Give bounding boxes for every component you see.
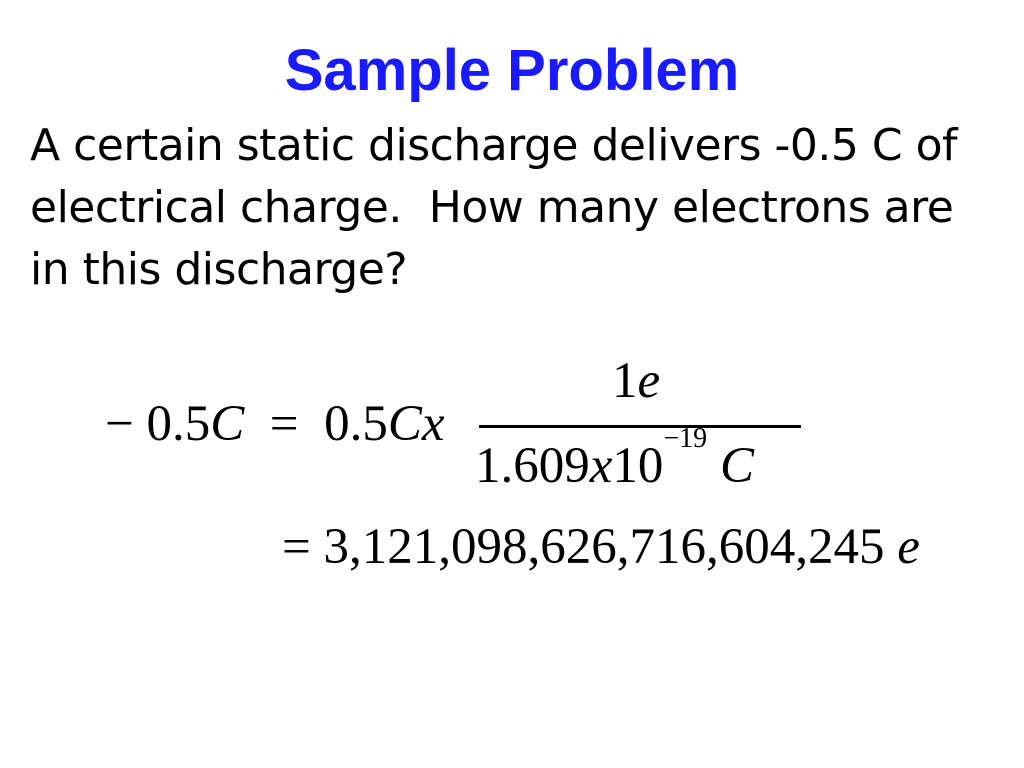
denominator-exponent: −19 [663,423,708,454]
fraction-numerator [612,352,660,410]
result-value: 3,121,098,626,716,604,245 [323,519,885,575]
fraction-denominator [475,423,754,495]
equals-sign: = [269,396,299,452]
numerator-value: 1 [612,353,638,409]
problem-line-1: A certain static discharge delivers -0.5 C of [30,120,957,171]
equation-left [105,395,444,453]
result-equals: = [282,519,311,575]
denominator-base: 10 [612,438,664,494]
lhs-sign: − [105,396,134,452]
denominator-mantissa: 1.609 [475,438,590,494]
denominator-times: x [589,438,613,494]
rhs-value: 0.5 [324,396,388,452]
equation-result [282,518,920,576]
result-unit: e [897,519,920,575]
problem-line-2: electrical charge. How many electrons are [30,182,954,233]
rhs-unit: C [387,396,422,452]
problem-statement [30,115,1010,301]
numerator-unit: e [637,353,661,409]
fraction-bar [479,425,801,428]
slide-title: Sample Problem [284,38,740,103]
times-symbol: x [421,396,445,452]
lhs-unit: C [210,396,245,452]
denominator-unit: C [719,438,754,494]
lhs-value: 0.5 [146,396,211,452]
problem-line-3: in this discharge? [30,244,408,295]
